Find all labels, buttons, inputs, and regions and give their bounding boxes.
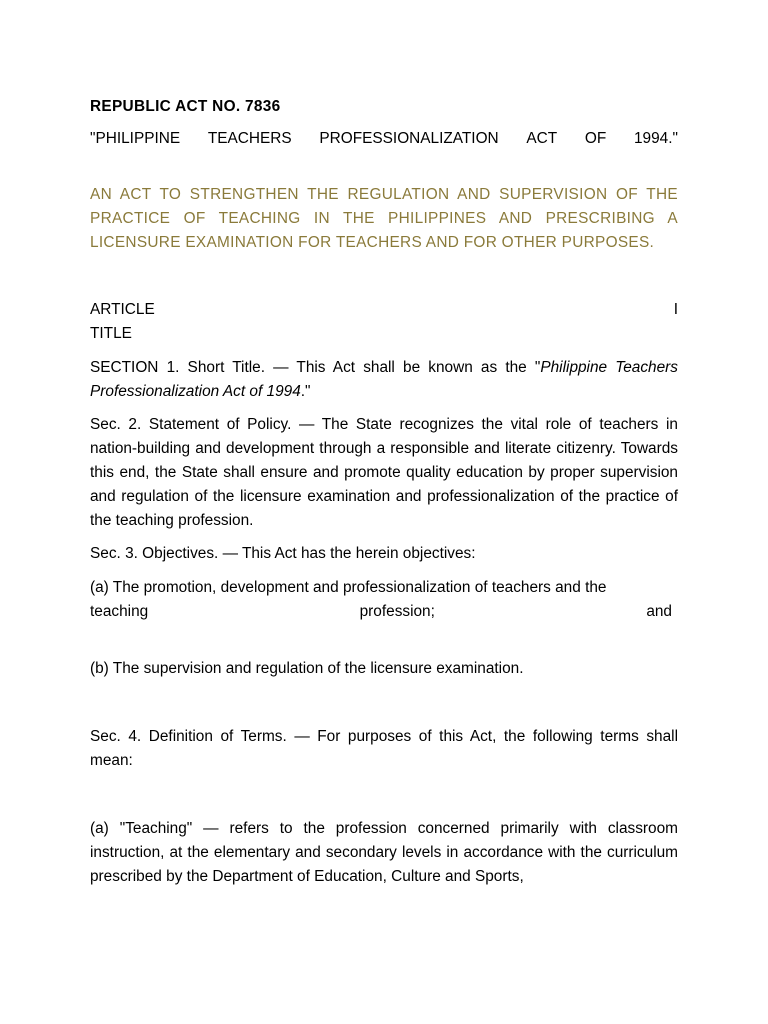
section-3: Sec. 3. Objectives. — This Act has the herein objectives: xyxy=(90,545,476,562)
objective-a-line-1: (a) The promotion, development and professionalization of teachers and the xyxy=(90,579,607,596)
article-title: TITLE xyxy=(90,325,132,342)
section-1 xyxy=(90,356,678,404)
act-name-word: 1994." xyxy=(633,130,678,147)
act-name-word: OF xyxy=(584,130,607,147)
section-1-tail: ." xyxy=(300,383,311,400)
act-name-line xyxy=(90,127,678,151)
act-number-heading: REPUBLIC ACT NO. 7836 xyxy=(90,98,281,115)
article-heading xyxy=(90,298,678,322)
objective-a-word: teaching xyxy=(90,603,149,620)
objective-b: (b) The supervision and regulation of the licensure examination. xyxy=(90,660,524,677)
section-4: Sec. 4. Definition of Terms. — For purposes of this Act, the following terms shall mean: xyxy=(90,728,678,769)
act-name-word: TEACHERS xyxy=(207,130,292,147)
act-name-word: ACT xyxy=(526,130,558,147)
article-number: I xyxy=(673,301,678,318)
objective-a-word: and xyxy=(646,603,672,620)
section-2: Sec. 2. Statement of Policy. — The State recognizes the vital role of teachers in nation-building and development through a responsible and literate citizenry. Towards this end, the State shall ensure and promote quality education by proper supervision and regulation of the licensure examination and professionalization of the practice of the teaching profession. xyxy=(90,416,678,529)
article-label: ARTICLE xyxy=(90,301,155,318)
section-1-act-name: Philippine Teachers Professionalization Act of 1994 xyxy=(90,359,678,400)
act-name-word: PROFESSIONALIZATION xyxy=(319,130,499,147)
long-title: AN ACT TO STRENGTHEN THE REGULATION AND SUPERVISION OF THE PRACTICE OF TEACHING IN THE PHILIPPINES AND PRESCRIBING A LICENSURE EXAMINATION FOR TEACHERS AND FOR OTHER PURPOSES. xyxy=(90,186,678,251)
objective-a-line-2 xyxy=(90,600,672,624)
section-1-lead: SECTION 1. Short Title. — This Act shall be known as the " xyxy=(90,359,541,376)
act-name-word: "PHILIPPINE xyxy=(90,130,181,147)
definition-a: (a) "Teaching" — refers to the profession concerned primarily with classroom instruction, at the elementary and secondary levels in accordance with the curriculum prescribed by the Department of Education, Culture and Sports, xyxy=(90,820,678,885)
objective-a-word: profession; xyxy=(359,603,435,620)
